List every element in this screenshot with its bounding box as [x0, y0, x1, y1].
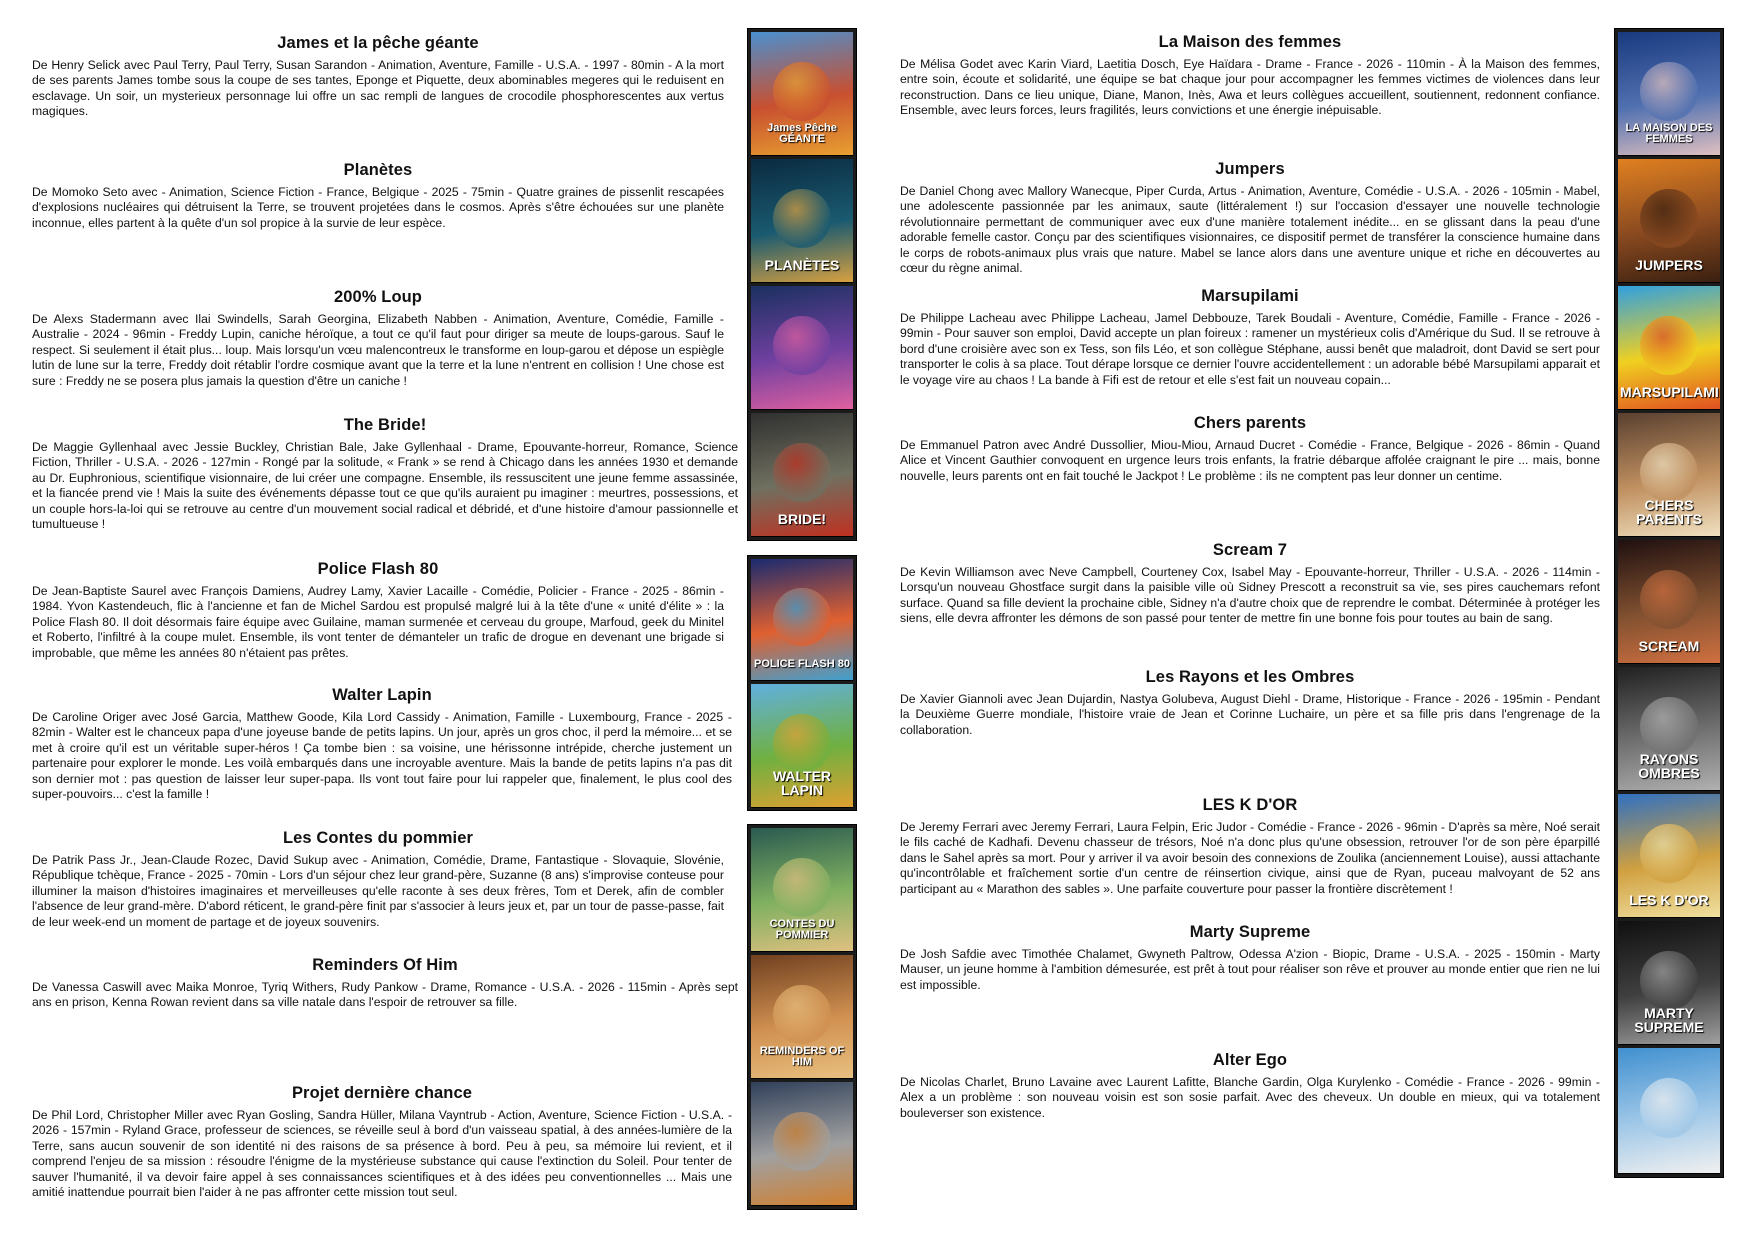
film-description: De Vanessa Caswill avec Maika Monroe, Tyriq Withers, Rudy Pankow - Drame, Romance - U.S.A. - 2026 - 115min - Après sept ans en prison, Kenna Rowan revient dans sa ville natale dans l'espoir de retrouver sa fille.	[32, 980, 738, 1010]
film-title: Marty Supreme	[1189, 923, 1311, 941]
film-title: 200% Loup	[333, 288, 422, 306]
film-200-loup	[32, 288, 724, 389]
poster-james	[751, 32, 853, 156]
film-description: De Mélisa Godet avec Karin Viard, Laetitia Dosch, Eye Haïdara - Drame - France - 2026 - 110min - À la Maison des femmes, entre soin, écoute et solidarité, une équipe se bat chaque jour pour accompagner les femmes victimes de violences dans leur reconstruction. Dans ce lieu unique, Diane, Manon, Inès, Awa et leurs collègues accueillent, soutiennent, redonnent confiance. Ensemble, avec leurs forces, leurs fragilités, leurs convictions et une énergie inépuisable.	[900, 57, 1600, 118]
film-description: De Jean-Baptiste Saurel avec François Damiens, Audrey Lamy, Xavier Lacaille - Comédie, Policier - France - 2025 - 86min - 1984. Yvon Kastendeuch, flic à l'ancienne et fan de Michel Sardou est propulsé malgré lui à la tête d'une « unité d'élite » : la Police Flash 80. Il doit désormais faire équipe avec Guilaine, maman surmenée et cerveau du groupe, Marfoud, geek du Minitel et Roberto, l'infiltré à la coupe mulet. Ensemble, ils vont tenter de démanteler un trafic de drogue en devenant une brigade si improbable, que même les années 80 n'étaient pas prêtes.	[32, 584, 724, 660]
poster-title: WALTER LAPIN	[772, 768, 832, 798]
poster-artwork	[1640, 1078, 1697, 1138]
film-the-bride	[32, 416, 738, 532]
poster-title: SCREAM	[1638, 638, 1700, 654]
poster-artwork	[1640, 189, 1697, 248]
film-title: Police Flash 80	[317, 560, 439, 578]
film-title: The Bride!	[343, 416, 427, 434]
film-title: Les Rayons et les Ombres	[1145, 668, 1355, 686]
film-title: Alter Ego	[1212, 1051, 1288, 1069]
poster-maison-des-femmes	[1618, 32, 1720, 156]
film-description: De Henry Selick avec Paul Terry, Paul Terry, Susan Sarandon - Animation, Aventure, Famille - U.S.A. - 1997 - 80min - A la mort de ses parents James tombe sous la coupe de ses tantes, Eponge et Piquette, deux abominables megeres qui le reduisent en esclavage. Un soir, un mysterieux personnage lui offre un sac rempli de langues de crocodile phosphorescentes aux vertus magiques.	[32, 58, 724, 119]
film-title: LES K D'OR	[1202, 796, 1298, 814]
poster-chers-parents	[1618, 413, 1720, 537]
film-title: Scream 7	[1212, 541, 1288, 559]
poster-marsupilami	[1618, 286, 1720, 410]
poster-title: POLICE FLASH 80	[754, 658, 850, 670]
film-description: De Philippe Lacheau avec Philippe Lacheau, Jamel Debbouze, Tarek Boudali - Aventure, Comédie, Famille - France - 2026 - 99min - Pour sauver son emploi, David accepte un plan foireux : ramener un mystérieux colis d'Amérique du Sud. Il se retrouve à bord d'une croisière avec son ex Tess, son fils Léo, et son collègue Stéphane, aussi benêt que maladroit, dont David se sert pour transporter le colis à sa place. Tout dérape lorsque ce dernier l'ouvre accidentellement : un adorable bébé Marsupilami apparait et le voyage vire au chaos ! La bande à Fifi est de retour et elle s'est fait un nouveau copain...	[900, 311, 1600, 387]
poster-title: BRIDE!	[777, 511, 827, 527]
film-planetes	[32, 161, 724, 231]
film-title: Chers parents	[1193, 414, 1307, 432]
poster-artwork	[1640, 62, 1697, 121]
film-description: De Patrik Pass Jr., Jean-Claude Rozec, David Sukup avec - Animation, Comédie, Drame, Fantastique - Slovaquie, Slovénie, République tchèque, France - 2025 - 70min - Lors d'un séjour chez leur grand-père, Suzanne (8 ans) s'improvise conteuse pour illuminer la maison d'histoires imaginaires et merveilleuses qu'elle raconte à ses deux frères, Tom et Derek, afin de combler l'absence de leur grand-mère. D'abord réticent, le grand-père finit par s'associer à leurs jeux et, par un tour de passe-passe, fait de leur week-end un moment de partage et de joyeux souvenirs.	[32, 853, 724, 929]
film-description: De Maggie Gyllenhaal avec Jessie Buckley, Christian Bale, Jake Gyllenhaal - Drame, Epouvante-horreur, Romance, Science Fiction, Thriller - U.S.A. - 2026 - 127min - Rongé par la solitude, « Frank » se rend à Chicago dans les années 1930 et demande au Dr. Euphronious, scientifique visionnaire, de lui créer une compagne. Ensemble, ils ressuscitent une jeune femme assassinée, et la fiancée prend vie ! Mais la suite des événements dépasse tout ce que qu'ils auraient pu imaginer : meurtres, possessions, et un couple hors-la-loi qui se retrouve au centre d'un mouvement social radical et débridé, et d'une histoire d'amour passionnelle et tumultueuse !	[32, 440, 738, 532]
poster-artwork	[773, 858, 830, 917]
film-chers-parents	[900, 414, 1600, 484]
poster-artwork	[773, 316, 830, 375]
poster-title: REMINDERS OF HIM	[759, 1045, 845, 1068]
poster-alter-ego	[1618, 1048, 1720, 1174]
film-description: De Phil Lord, Christopher Miller avec Ryan Gosling, Sandra Hüller, Milana Vayntrub - Action, Aventure, Science Fiction - U.S.A. - 2026 - 157min - Ryland Grace, professeur de sciences, se réveille seul à bord d'un vaisseau spatial, à des années-lumière de la Terre, sans aucun souvenir de son identité ni des raisons de sa présence à bord. Peu à peu, sa mémoire lui revient, et il comprend l'enjeu de sa mission : résoudre l'énigme de la mystérieuse substance qui cause l'extinction du Soleil. Pour tenter de sauver l'humanité, il va devoir faire appel à ses connaissances scientifiques et à des idées peu conventionnelles ... Mais une amitié inattendue pourrait bien l'aider à ne pas affronter cette mission tout seul.	[32, 1108, 732, 1200]
poster-artwork	[773, 1112, 830, 1171]
film-title: Projet dernière chance	[291, 1084, 473, 1102]
poster-planetes	[751, 159, 853, 283]
poster-strip-left-middle	[747, 555, 857, 811]
film-title: Walter Lapin	[332, 686, 432, 704]
poster-artwork	[1640, 443, 1697, 502]
poster-artwork	[1640, 570, 1697, 629]
poster-police-flash-80	[751, 559, 853, 681]
film-rayons-et-ombres	[900, 668, 1600, 738]
poster-les-k-dor	[1618, 794, 1720, 918]
film-reminders-of-him	[32, 956, 738, 1011]
poster-artwork	[1640, 697, 1697, 756]
poster-artwork	[773, 714, 830, 773]
poster-the-bride	[751, 413, 853, 537]
film-title: James et la pêche géante	[277, 34, 479, 52]
film-projet-derniere-chance	[32, 1084, 732, 1200]
poster-title: PLANÈTES	[764, 257, 840, 273]
film-description: De Alexs Stadermann avec Ilai Swindells, Sarah Georgina, Elizabeth Nabben - Animation, Aventure, Comédie, Famille - Australie - 2024 - 96min - Freddy Lupin, caniche héroïque, a tout ce qu'il faut pour diriger sa meute de loups-garous. Sauf le respect. Si seulement il était plus... loup. Mais lorsqu'un vœu malencontreux le transforme en loup-garou et dépose un espiègle lutin de lune sur la terre, Freddy doit rétablir l'ordre cosmique avant que la terre et la lune n'entrent en collision ! Une chose est sure : Freddy ne se posera plus jamais la question d'être un caniche !	[32, 312, 724, 388]
poster-title: MARTY SUPREME	[1634, 1005, 1704, 1035]
poster-200-loup	[751, 286, 853, 410]
film-jumpers	[900, 160, 1600, 276]
film-marsupilami	[900, 287, 1600, 388]
poster-strip-left-top	[747, 28, 857, 541]
film-walter-lapin	[32, 686, 732, 802]
film-contes-du-pommier	[32, 829, 724, 930]
film-title: La Maison des femmes	[1158, 33, 1342, 51]
film-description: De Jeremy Ferrari avec Jeremy Ferrari, Laura Felpin, Eric Judor - Comédie - France - 2026 - 96min - D'après sa mère, Noé serait le fils caché de Kadhafi. Devenu chasseur de trésors, Noé n'a donc plus qu'une obsession, retrouver l'or de son père éparpillé dans le Sahel après sa mort. Pour y arriver il va avoir besoin des connexions de Zoulika (anciennement Louise), aussi attachante qu'incontrôlable et fraîchement sortie d'un centre de réinsertion civique, ainsi que de Ryan, puceau malvoyant de 52 ans participant au « Marathon des sables ». Une parfaite couverture pour passer la frontière discrètement !	[900, 820, 1600, 896]
film-police-flash-80	[32, 560, 724, 661]
poster-artwork	[1640, 824, 1697, 883]
film-title: Planètes	[343, 161, 413, 179]
poster-contes-du-pommier	[751, 828, 853, 952]
film-alter-ego	[900, 1051, 1600, 1121]
poster-projet-derniere-chance	[751, 1082, 853, 1206]
film-description: De Caroline Origer avec José Garcia, Matthew Goode, Kila Lord Cassidy - Animation, Famille - Luxembourg, France - 2025 - 82min - Walter est le chanceux papa d'une joyeuse bande de petits lapins. Un jour, après un gros choc, il perd la mémoire... et se met à croire qu'il est un véritable super-héros ! Ça tombe bien : sa voisine, une hérissonne intrépide, cherche justement un partenaire pour explorer le monde. Les voilà embarqués dans une incroyable aventure. Mais la bande de petits lapins n'a pas dit son dernier mot : pas question de laisser leur super-papa. Ils vont tout faire pour lui rappeler que, finalement, le plus cool des super-pouvoirs... c'est la famille !	[32, 710, 732, 802]
film-description: De Kevin Williamson avec Neve Campbell, Courteney Cox, Isabel May - Epouvante-horreur, Thriller - U.S.A. - 2026 - 114min - Lorsqu'un nouveau Ghostface surgit dans la paisible ville où Sidney Prescott a reconstruit sa vie, ses pires cauchemars refont surface. Quand sa fille devient la prochaine cible, Sidney n'a d'autre choix que de reprendre le combat. Déterminée à protéger les siens, elle devra affronter les démons de son passé pour tenter de mettre fin une bonne fois pour toutes au bain de sang.	[900, 565, 1600, 626]
poster-walter-lapin	[751, 684, 853, 808]
poster-reminders-of-him	[751, 955, 853, 1079]
poster-artwork	[773, 588, 830, 646]
poster-title: RAYONS OMBRES	[1638, 751, 1700, 781]
poster-title: James Pêche GÉANTE	[767, 122, 837, 145]
poster-scream-7	[1618, 540, 1720, 664]
poster-title: CONTES DU POMMIER	[769, 918, 835, 941]
film-title: Reminders Of Him	[312, 956, 458, 974]
poster-artwork	[1640, 951, 1697, 1010]
poster-artwork	[773, 443, 830, 502]
poster-title: CHERS PARENTS	[1636, 497, 1702, 527]
poster-strip-left-bottom	[747, 824, 857, 1210]
film-description: De Josh Safdie avec Timothée Chalamet, Gwyneth Paltrow, Odessa A'zion - Biopic, Drame - U.S.A. - 2025 - 150min - Marty Mauser, un jeune homme à l'ambition démesurée, est prêt à tout pour réaliser son rêve et prouver au monde entier que rien ne lui est impossible.	[900, 947, 1600, 992]
film-description: De Daniel Chong avec Mallory Wanecque, Piper Curda, Artus - Animation, Aventure, Comédie - U.S.A. - 2026 - 105min - Mabel, une adolescente passionnée par les animaux, saute (littéralement !) sur l'occasion d'essayer une nouvelle technologie révolutionnaire permettant de communiquer avec eux d'une manière totalement inédite... en se glissant dans la peau d'une adorable femelle castor. Conçu par des scientifiques visionnaires, ce dispositif permet de transférer la conscience humaine dans le corps de robots-animaux plus vrais que nature. Mabel se lance alors dans une aventure unique et riche en découvertes au cœur du règne animal.	[900, 184, 1600, 276]
film-james	[32, 34, 724, 120]
film-scream-7	[900, 541, 1600, 627]
poster-title: LA MAISON DES FEMMES	[1625, 122, 1713, 145]
poster-rayons-et-ombres	[1618, 667, 1720, 791]
poster-strip-right	[1614, 28, 1724, 1178]
poster-jumpers	[1618, 159, 1720, 283]
poster-artwork	[1640, 316, 1697, 375]
poster-marty-supreme	[1618, 921, 1720, 1045]
poster-title: MARSUPILAMI	[1620, 384, 1719, 400]
poster-title: JUMPERS	[1635, 257, 1703, 273]
film-title: Les Contes du pommier	[282, 829, 474, 847]
film-les-k-dor	[900, 796, 1600, 897]
film-description: De Emmanuel Patron avec André Dussollier, Miou-Miou, Arnaud Ducret - Comédie - France, Belgique - 2026 - 86min - Quand Alice et Vincent Gauthier convoquent en urgence leurs trois enfants, la fratrie débarque affolée craignant le pire ... mais, bonne nouvelle, leurs parents ont en fait touché le Jackpot ! Le problème : ils ne comptent pas leur donner un centime.	[900, 438, 1600, 483]
poster-artwork	[773, 189, 830, 248]
film-description: De Xavier Giannoli avec Jean Dujardin, Nastya Golubeva, August Diehl - Drame, Historique - France - 2026 - 195min - Pendant la Deuxième Guerre mondiale, l'histoire vraie de Jean et Corinne Luchaire, un père et sa fille pris dans l'engrenage de la collaboration.	[900, 692, 1600, 737]
film-title: Jumpers	[1215, 160, 1285, 178]
poster-artwork	[773, 985, 830, 1044]
poster-artwork	[773, 62, 830, 121]
poster-title: LES K D'OR	[1629, 892, 1709, 908]
film-description: De Nicolas Charlet, Bruno Lavaine avec Laurent Lafitte, Blanche Gardin, Olga Kurylenko - Comédie - France - 2026 - 99min - Alex a un problème : son nouveau voisin est son sosie parfait. Avec des cheveux. Un double en mieux, qui va totalement bouleverser son existence.	[900, 1075, 1600, 1120]
film-title: Marsupilami	[1201, 287, 1299, 305]
film-marty-supreme	[900, 923, 1600, 993]
film-maison-des-femmes	[900, 33, 1600, 119]
film-description: De Momoko Seto avec - Animation, Science Fiction - France, Belgique - 2025 - 75min - Quatre graines de pissenlit rescapées d'explosions nucléaires qui détruisent la Terre, se trouvent projetées dans le cosmos. Après s'être échouées sur une planète inconnue, elles partent à la quête d'un sol propice à la survie de leur espèce.	[32, 185, 724, 230]
